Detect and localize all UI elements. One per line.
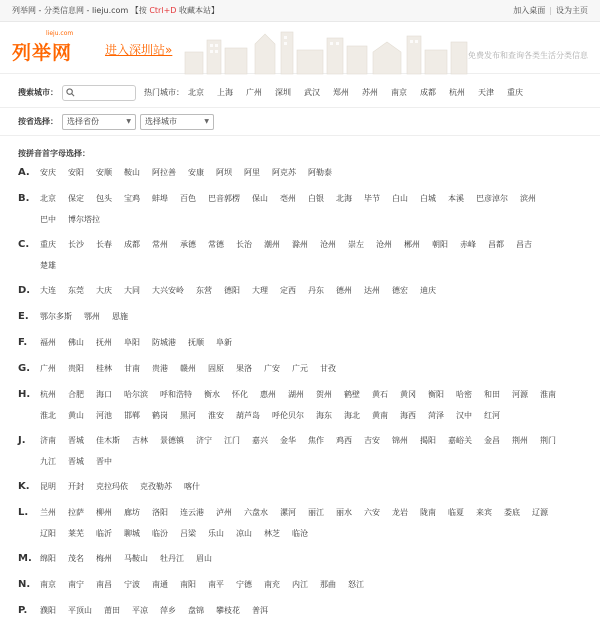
city-link[interactable]: 衡水	[204, 390, 220, 399]
city-link[interactable]: 和田	[484, 390, 500, 399]
city-link[interactable]: 迪庆	[420, 286, 436, 295]
letter-city-list	[40, 188, 570, 230]
city-link[interactable]: 临汾	[152, 529, 168, 538]
city-link[interactable]: 朝阳	[432, 240, 448, 249]
city-link[interactable]: 梅州	[96, 554, 112, 563]
city-link[interactable]: 荆州	[512, 436, 528, 445]
bookmark-hotkey: Ctrl+D	[149, 6, 177, 15]
city-link[interactable]: 九江	[40, 457, 56, 466]
city-link[interactable]: 黄山	[68, 411, 84, 420]
letter-city-list	[40, 306, 570, 328]
city-link[interactable]: 达州	[364, 286, 380, 295]
city-link[interactable]: 德州	[336, 286, 352, 295]
city-link[interactable]: 淮安	[208, 411, 224, 420]
city-link[interactable]: 巴彦淖尔	[476, 194, 508, 203]
city-link[interactable]: 丹东	[308, 286, 324, 295]
letter-label: P.	[18, 605, 28, 616]
city-search-input[interactable]	[62, 85, 136, 101]
city-link[interactable]: 汉中	[456, 411, 472, 420]
city-link[interactable]: 甘南	[124, 364, 140, 373]
letter-group	[0, 548, 600, 570]
city-link[interactable]: 六安	[364, 508, 380, 517]
city-link[interactable]: 长春	[96, 240, 112, 249]
logo-text: 列举网	[12, 42, 73, 64]
letter-group	[0, 502, 600, 544]
city-link[interactable]: 开封	[68, 482, 84, 491]
letter-group	[0, 384, 600, 426]
city-link[interactable]: 抚顺	[188, 338, 204, 347]
city-link[interactable]: 怀化	[232, 390, 248, 399]
city-link[interactable]: 本溪	[448, 194, 464, 203]
letter-city-list	[40, 234, 570, 276]
city-link[interactable]: 郴州	[404, 240, 420, 249]
city-link[interactable]: 济宁	[196, 436, 212, 445]
city-link[interactable]: 红河	[484, 411, 500, 420]
city-link[interactable]: 绵阳	[40, 554, 56, 563]
hot-city-link[interactable]: 苏州	[362, 88, 378, 97]
chevron-down-icon: ▼	[204, 118, 209, 125]
city-link[interactable]: 白银	[308, 194, 324, 203]
letter-city-list	[40, 358, 570, 380]
city-link[interactable]: 南充	[264, 580, 280, 589]
enter-city-link[interactable]: 进入深圳站»	[105, 43, 173, 57]
city-link[interactable]: 安庆	[40, 168, 56, 177]
city-link[interactable]: 来宾	[476, 508, 492, 517]
set-home-link[interactable]: 设为主页	[556, 6, 588, 15]
city-link[interactable]: 洛阳	[152, 508, 168, 517]
letter-group	[0, 188, 600, 230]
letter-label: M.	[18, 553, 32, 564]
city-link[interactable]: 大同	[124, 286, 140, 295]
letter-city-list	[40, 162, 570, 184]
link-separator: |	[549, 6, 552, 15]
city-link[interactable]: 大兴安岭	[152, 286, 184, 295]
city-link[interactable]: 克拉玛依	[96, 482, 128, 491]
city-link[interactable]: 湖州	[288, 390, 304, 399]
hot-city-link[interactable]: 天津	[478, 88, 494, 97]
city-link[interactable]: 平顶山	[68, 606, 92, 615]
city-link[interactable]: 怒江	[348, 580, 364, 589]
hot-city-link[interactable]: 广州	[246, 88, 262, 97]
letter-group	[0, 574, 600, 596]
city-link[interactable]: 临沂	[96, 529, 112, 538]
city-link[interactable]: 辽阳	[40, 529, 56, 538]
header	[0, 22, 600, 74]
city-link[interactable]: 淮南	[540, 390, 556, 399]
city-link[interactable]: 百色	[180, 194, 196, 203]
city-link[interactable]: 丽水	[336, 508, 352, 517]
city-link[interactable]: 保定	[68, 194, 84, 203]
city-link[interactable]: 白山	[392, 194, 408, 203]
city-link[interactable]: 漯河	[280, 508, 296, 517]
city-link[interactable]: 衡阳	[428, 390, 444, 399]
letter-label: J.	[18, 435, 26, 446]
city-link[interactable]: 萍乡	[160, 606, 176, 615]
city-link[interactable]: 崇左	[348, 240, 364, 249]
city-link[interactable]: 大理	[252, 286, 268, 295]
city-link[interactable]: 林芝	[264, 529, 280, 538]
city-link[interactable]: 长沙	[68, 240, 84, 249]
city-link[interactable]: 潮州	[264, 240, 280, 249]
city-link[interactable]: 北海	[336, 194, 352, 203]
city-dropdown-value: 选择城市	[145, 117, 177, 126]
site-info	[12, 5, 219, 16]
letter-label: B.	[18, 193, 30, 204]
city-link[interactable]: 昆明	[40, 482, 56, 491]
city-link[interactable]: 毕节	[364, 194, 380, 203]
city-link[interactable]: 长治	[236, 240, 252, 249]
city-link[interactable]: 茂名	[68, 554, 84, 563]
city-link[interactable]: 揭阳	[420, 436, 436, 445]
letter-city-list	[40, 502, 570, 544]
city-link[interactable]: 鹤壁	[344, 390, 360, 399]
letter-label: D.	[18, 285, 31, 296]
city-link[interactable]: 黑河	[180, 411, 196, 420]
letter-group	[0, 430, 600, 472]
city-link[interactable]: 固原	[208, 364, 224, 373]
city-link[interactable]: 东莞	[68, 286, 84, 295]
city-link[interactable]: 宝鸡	[124, 194, 140, 203]
city-link[interactable]: 阿里	[244, 168, 260, 177]
city-link[interactable]: 南京	[40, 580, 56, 589]
city-link[interactable]: 滨州	[520, 194, 536, 203]
city-link[interactable]: 娄底	[504, 508, 520, 517]
site-logo[interactable]	[12, 28, 84, 66]
city-link[interactable]: 平凉	[132, 606, 148, 615]
city-link[interactable]: 大庆	[96, 286, 112, 295]
pinyin-city-index	[0, 162, 600, 622]
hot-cities-label: 热门城市：	[144, 88, 184, 97]
city-link[interactable]: 菏泽	[428, 411, 444, 420]
city-link[interactable]: 抚州	[96, 338, 112, 347]
city-link[interactable]: 恩施	[112, 312, 128, 321]
city-link[interactable]: 黄石	[372, 390, 388, 399]
city-link[interactable]: 马鞍山	[124, 554, 148, 563]
city-link[interactable]: 晋城	[68, 457, 84, 466]
city-link[interactable]: 东营	[196, 286, 212, 295]
letter-group	[0, 476, 600, 498]
city-link[interactable]: 莆田	[104, 606, 120, 615]
city-link[interactable]: 鸡西	[336, 436, 352, 445]
hot-city-link[interactable]: 成都	[420, 88, 436, 97]
city-link[interactable]: 嘉兴	[252, 436, 268, 445]
city-link[interactable]: 广州	[40, 364, 56, 373]
province-dropdown[interactable]	[62, 114, 136, 130]
city-link[interactable]: 凉山	[236, 529, 252, 538]
city-link[interactable]: 攀枝花	[216, 606, 240, 615]
city-link[interactable]: 克孜勒苏	[140, 482, 172, 491]
city-link[interactable]: 贵阳	[68, 364, 84, 373]
letter-city-list	[40, 600, 570, 622]
city-link[interactable]: 贵港	[152, 364, 168, 373]
city-link[interactable]: 河源	[512, 390, 528, 399]
hot-city-link[interactable]: 武汉	[304, 88, 320, 97]
city-link[interactable]: 阿勒泰	[308, 168, 332, 177]
pinyin-section-title: 按拼音首字母选择：	[18, 149, 90, 158]
city-link[interactable]: 蚌埠	[152, 194, 168, 203]
city-link[interactable]: 桂林	[96, 364, 112, 373]
city-link[interactable]: 丽江	[308, 508, 324, 517]
city-link[interactable]: 龙岩	[392, 508, 408, 517]
city-link[interactable]: 荆门	[540, 436, 556, 445]
city-link[interactable]: 临沧	[292, 529, 308, 538]
city-link[interactable]: 锦州	[392, 436, 408, 445]
city-link[interactable]: 阿坝	[216, 168, 232, 177]
hot-city-link[interactable]: 南京	[391, 88, 407, 97]
city-link[interactable]: 海西	[400, 411, 416, 420]
add-desktop-link[interactable]: 加入桌面	[513, 6, 546, 15]
city-link[interactable]: 葫芦岛	[236, 411, 260, 420]
city-link[interactable]: 成都	[124, 240, 140, 249]
city-link[interactable]: 金昌	[484, 436, 500, 445]
city-link[interactable]: 巴音郭楞	[208, 194, 240, 203]
city-link[interactable]: 白城	[420, 194, 436, 203]
hot-city-link[interactable]: 北京	[188, 88, 204, 97]
city-link[interactable]: 赤峰	[460, 240, 476, 249]
city-link[interactable]: 阜阳	[124, 338, 140, 347]
top-bar	[0, 0, 600, 22]
city-link[interactable]: 安顺	[96, 168, 112, 177]
letter-city-list	[40, 548, 570, 570]
letter-label: A.	[18, 167, 30, 178]
letter-group	[0, 162, 600, 184]
city-link[interactable]: 吉林	[132, 436, 148, 445]
letter-city-list	[40, 476, 570, 498]
city-link[interactable]: 赣州	[180, 364, 196, 373]
city-link[interactable]: 巴中	[40, 215, 56, 224]
city-link[interactable]: 牡丹江	[160, 554, 184, 563]
letter-city-list	[40, 574, 570, 596]
city-link[interactable]: 常德	[208, 240, 224, 249]
city-link[interactable]: 呼伦贝尔	[272, 411, 304, 420]
city-link[interactable]: 合肥	[68, 390, 84, 399]
city-link[interactable]: 德宏	[392, 286, 408, 295]
letter-group	[0, 332, 600, 354]
letter-city-list	[40, 384, 570, 426]
city-link[interactable]: 嘉峪关	[448, 436, 472, 445]
province-dropdown-value: 选择省份	[67, 117, 99, 126]
hot-city-link[interactable]: 杭州	[449, 88, 465, 97]
letter-label: G.	[18, 363, 31, 374]
city-link[interactable]: 南宁	[68, 580, 84, 589]
letter-city-list	[40, 332, 570, 354]
city-link[interactable]: 拉萨	[68, 508, 84, 517]
city-link[interactable]: 哈尔滨	[124, 390, 148, 399]
city-link[interactable]: 普洱	[252, 606, 268, 615]
city-link[interactable]: 沧州	[320, 240, 336, 249]
letter-city-list	[40, 280, 570, 302]
city-link[interactable]: 六盘水	[244, 508, 268, 517]
city-link[interactable]: 阿克苏	[272, 168, 296, 177]
city-link[interactable]: 北京	[40, 194, 56, 203]
city-link[interactable]: 喀什	[184, 482, 200, 491]
city-link[interactable]: 阜新	[216, 338, 232, 347]
city-link[interactable]: 盘锦	[188, 606, 204, 615]
city-link[interactable]: 兰州	[40, 508, 56, 517]
city-skyline-illustration	[175, 22, 475, 74]
city-link[interactable]: 重庆	[40, 240, 56, 249]
city-link[interactable]: 南阳	[180, 580, 196, 589]
city-link[interactable]: 陇南	[420, 508, 436, 517]
city-link[interactable]: 阿拉善	[152, 168, 176, 177]
city-link[interactable]: 江门	[224, 436, 240, 445]
letter-label: H.	[18, 389, 31, 400]
city-link[interactable]: 辽源	[532, 508, 548, 517]
city-link[interactable]: 鄂尔多斯	[40, 312, 72, 321]
city-link[interactable]: 滁州	[292, 240, 308, 249]
city-search-row	[0, 78, 600, 108]
city-link[interactable]: 晋城	[68, 436, 84, 445]
letter-group	[0, 600, 600, 622]
province-select-row	[0, 108, 600, 136]
city-link[interactable]: 宁波	[124, 580, 140, 589]
letter-city-list	[40, 430, 570, 472]
city-link[interactable]: 吉安	[364, 436, 380, 445]
city-link[interactable]: 焦作	[308, 436, 324, 445]
hot-city-link[interactable]: 郑州	[333, 88, 349, 97]
city-link[interactable]: 鄂州	[84, 312, 100, 321]
letter-label: F.	[18, 337, 28, 348]
letter-label: C.	[18, 239, 30, 250]
city-link[interactable]: 海口	[96, 390, 112, 399]
letter-group	[0, 306, 600, 328]
city-link[interactable]: 安康	[188, 168, 204, 177]
city-link[interactable]: 柳州	[96, 508, 112, 517]
letter-group	[0, 358, 600, 380]
city-link[interactable]: 莱芜	[68, 529, 84, 538]
logo-domain: lieju.com	[46, 30, 74, 37]
city-link[interactable]: 博尔塔拉	[68, 215, 100, 224]
hot-cities-list	[188, 87, 536, 98]
site-info-text: 列举网 - 分类信息网 - lieju.com 【按	[12, 6, 150, 15]
city-link[interactable]: 濮阳	[40, 606, 56, 615]
city-link[interactable]: 广元	[292, 364, 308, 373]
city-link[interactable]: 黄南	[372, 411, 388, 420]
city-link[interactable]: 那曲	[320, 580, 336, 589]
city-link[interactable]: 大连	[40, 286, 56, 295]
city-dropdown[interactable]	[140, 114, 214, 130]
top-links	[513, 5, 588, 16]
city-link[interactable]: 安阳	[68, 168, 84, 177]
letter-group	[0, 280, 600, 302]
chevron-down-icon: ▼	[126, 118, 131, 125]
city-link[interactable]: 沧州	[376, 240, 392, 249]
city-link[interactable]: 乐山	[208, 529, 224, 538]
city-link[interactable]: 包头	[96, 194, 112, 203]
city-link[interactable]: 聊城	[124, 529, 140, 538]
letter-group	[0, 234, 600, 276]
letter-label: E.	[18, 311, 29, 322]
search-icon	[66, 88, 75, 97]
city-link[interactable]: 晋中	[96, 457, 112, 466]
city-link[interactable]: 吕梁	[180, 529, 196, 538]
search-city-label: 搜索城市：	[18, 88, 58, 97]
city-link[interactable]: 景德镇	[160, 436, 184, 445]
hot-city-link[interactable]: 上海	[217, 88, 233, 97]
city-link[interactable]: 昌吉	[516, 240, 532, 249]
city-link[interactable]: 南昌	[96, 580, 112, 589]
city-link[interactable]: 眉山	[196, 554, 212, 563]
city-link[interactable]: 南平	[208, 580, 224, 589]
city-link[interactable]: 淮北	[40, 411, 56, 420]
hot-city-link[interactable]: 重庆	[507, 88, 523, 97]
city-link[interactable]: 呼和浩特	[160, 390, 192, 399]
city-link[interactable]: 连云港	[180, 508, 204, 517]
city-link[interactable]: 海东	[316, 411, 332, 420]
letter-label: K.	[18, 481, 30, 492]
city-link[interactable]: 佳木斯	[96, 436, 120, 445]
city-link[interactable]: 甘孜	[320, 364, 336, 373]
city-link[interactable]: 德阳	[224, 286, 240, 295]
hot-city-link[interactable]: 深圳	[275, 88, 291, 97]
site-tagline: 免费发布和查询各类生活分类信息	[468, 51, 588, 60]
city-link[interactable]: 防城港	[152, 338, 176, 347]
city-link[interactable]: 定西	[280, 286, 296, 295]
city-link[interactable]: 亳州	[280, 194, 296, 203]
city-link[interactable]: 临夏	[448, 508, 464, 517]
letter-label: N.	[18, 579, 31, 590]
city-link[interactable]: 杭州	[40, 390, 56, 399]
city-link[interactable]: 邯郸	[124, 411, 140, 420]
city-link[interactable]: 鞍山	[124, 168, 140, 177]
city-link[interactable]: 常州	[152, 240, 168, 249]
city-link[interactable]: 河池	[96, 411, 112, 420]
city-link[interactable]: 南通	[152, 580, 168, 589]
letter-label: L.	[18, 507, 29, 518]
city-link[interactable]: 昌都	[488, 240, 504, 249]
city-link[interactable]: 泸州	[216, 508, 232, 517]
city-link[interactable]: 广安	[264, 364, 280, 373]
city-link[interactable]: 海北	[344, 411, 360, 420]
city-link[interactable]: 保山	[252, 194, 268, 203]
city-link[interactable]: 哈密	[456, 390, 472, 399]
city-link[interactable]: 黄冈	[400, 390, 416, 399]
city-link[interactable]: 内江	[292, 580, 308, 589]
city-link[interactable]: 金华	[280, 436, 296, 445]
city-link[interactable]: 福州	[40, 338, 56, 347]
province-select-label: 按省选择：	[18, 117, 58, 126]
city-link[interactable]: 承德	[180, 240, 196, 249]
city-link[interactable]: 济南	[40, 436, 56, 445]
city-link[interactable]: 鹤岗	[152, 411, 168, 420]
city-link[interactable]: 贺州	[316, 390, 332, 399]
city-link[interactable]: 楚雄	[40, 261, 56, 270]
site-info-text-end: 收藏本站】	[176, 6, 219, 15]
city-link[interactable]: 惠州	[260, 390, 276, 399]
city-link[interactable]: 宁德	[236, 580, 252, 589]
city-link[interactable]: 果洛	[236, 364, 252, 373]
city-link[interactable]: 廊坊	[124, 508, 140, 517]
city-link[interactable]: 佛山	[68, 338, 84, 347]
